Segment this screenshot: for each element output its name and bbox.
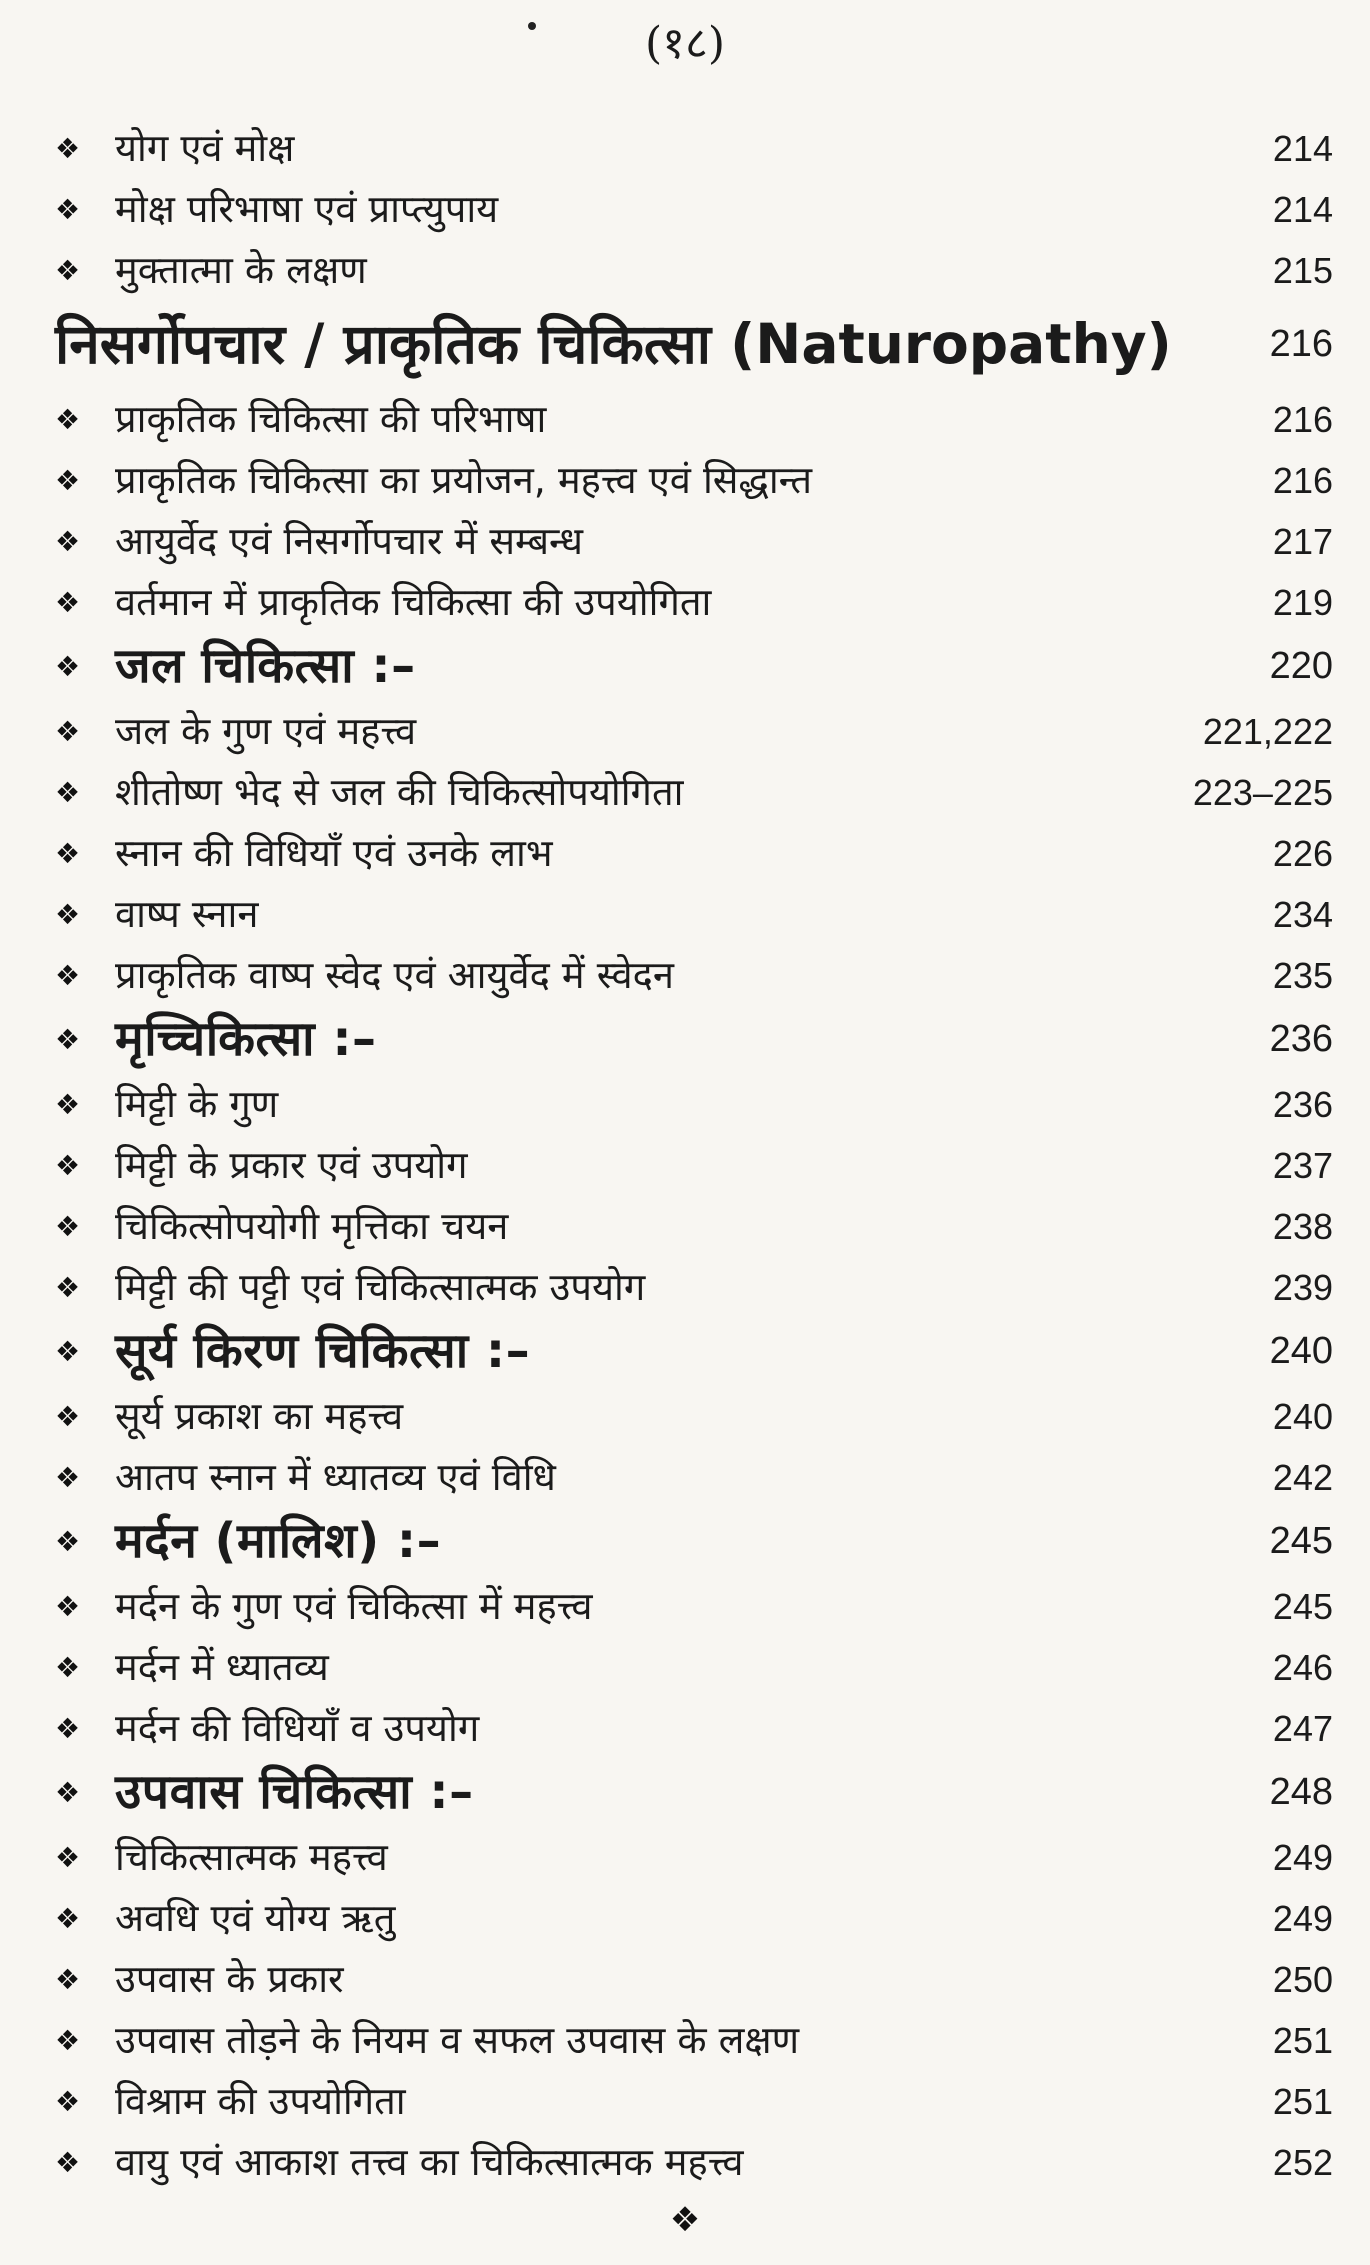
entry-page-number: 216 (1269, 323, 1333, 366)
entry-page-number: 221,222 (1202, 710, 1333, 752)
page-number: (१८) (644, 18, 726, 69)
entry-page-number: 249 (1272, 1836, 1333, 1878)
toc-entry (55, 1135, 1333, 1196)
bullet-diamond-icon: ❖ (55, 1776, 81, 1809)
entry-title: वर्तमान में प्राकृतिक चिकित्सा की उपयोगिता (115, 579, 712, 624)
toc-entry (55, 1196, 1333, 1257)
bullet-diamond-icon: ❖ (55, 1209, 81, 1243)
entry-title: उपवास के प्रकार (115, 1956, 344, 2001)
entry-page-number: 249 (1272, 1897, 1333, 1939)
bullet-diamond-icon: ❖ (55, 775, 81, 809)
entry-title: सूर्य किरण चिकित्सा :– (115, 1323, 531, 1380)
toc-entry (55, 572, 1333, 633)
toc-entry (55, 179, 1333, 240)
entry-title: निसर्गोपचार / प्राकृतिक चिकित्सा (Naturopathy) (55, 312, 1172, 377)
toc-entry (55, 945, 1333, 1006)
toc-entry (55, 1698, 1333, 1759)
bullet-diamond-icon: ❖ (55, 192, 81, 226)
bullet-diamond-icon: ❖ (55, 958, 81, 992)
bullet-diamond-icon: ❖ (55, 524, 81, 558)
entry-page-number: 234 (1272, 893, 1333, 935)
toc-entry (55, 1827, 1333, 1888)
entry-title: अवधि एवं योग्य ऋतु (115, 1895, 396, 1940)
toc-section-heading (55, 1006, 1333, 1074)
entry-title: मिट्टी के प्रकार एवं उपयोग (115, 1142, 468, 1187)
bullet-diamond-icon: ❖ (55, 253, 81, 287)
bullet-diamond-icon: ❖ (55, 1023, 81, 1056)
bullet-diamond-icon: ❖ (55, 1525, 81, 1558)
entry-page-number: 245 (1272, 1585, 1333, 1627)
entry-page-number: 242 (1272, 1456, 1333, 1498)
bullet-diamond-icon: ❖ (55, 585, 81, 619)
entry-page-number: 220 (1269, 645, 1333, 688)
entry-title: उपवास तोड़ने के नियम व सफल उपवास के लक्षण (115, 2017, 800, 2062)
entry-title: मर्दन (मालिश) :– (115, 1513, 442, 1570)
entry-page-number: 240 (1269, 1330, 1333, 1373)
toc-entry (55, 1949, 1333, 2010)
bullet-diamond-icon: ❖ (55, 1087, 81, 1121)
entry-title: मर्दन में ध्यातव्य (115, 1644, 329, 1689)
bullet-diamond-icon: ❖ (55, 463, 81, 497)
toc-major-heading (55, 301, 1333, 389)
toc-entry (55, 118, 1333, 179)
entry-page-number: 247 (1272, 1707, 1333, 1749)
entry-title: चिकित्सोपयोगी मृत्तिका चयन (115, 1203, 509, 1248)
entry-title: चिकित्सात्मक महत्त्व (115, 1834, 388, 1879)
entry-page-number: 226 (1272, 832, 1333, 874)
entry-page-number: 214 (1272, 127, 1333, 169)
bullet-diamond-icon: ❖ (55, 402, 81, 436)
entry-title: वाष्प स्नान (115, 891, 259, 936)
toc-entry (55, 2132, 1333, 2193)
entry-page-number: 215 (1272, 249, 1333, 291)
toc-entry (55, 1576, 1333, 1637)
toc-entry (55, 511, 1333, 572)
toc-section-heading (55, 1759, 1333, 1827)
toc-entry (55, 240, 1333, 301)
entry-page-number: 248 (1269, 1771, 1333, 1814)
entry-page-number: 216 (1272, 459, 1333, 501)
footer-ornament: ❖ (669, 2200, 701, 2240)
entry-page-number: 251 (1272, 2019, 1333, 2061)
bullet-diamond-icon: ❖ (55, 131, 81, 165)
entry-title: मर्दन की विधियाँ व उपयोग (115, 1705, 480, 1750)
entry-page-number: 219 (1272, 581, 1333, 623)
toc-entry (55, 1888, 1333, 1949)
entry-title: मिट्टी की पट्टी एवं चिकित्सात्मक उपयोग (115, 1264, 646, 1309)
bullet-diamond-icon: ❖ (55, 1270, 81, 1304)
bullet-diamond-icon: ❖ (55, 1901, 81, 1935)
entry-page-number: 238 (1272, 1205, 1333, 1247)
bullet-diamond-icon: ❖ (55, 2145, 81, 2179)
bullet-diamond-icon: ❖ (55, 1650, 81, 1684)
bullet-diamond-icon: ❖ (55, 1962, 81, 1996)
entry-page-number: 237 (1272, 1144, 1333, 1186)
toc-entry (55, 1257, 1333, 1318)
entry-title: शीतोष्ण भेद से जल की चिकित्सोपयोगिता (115, 769, 684, 814)
bullet-diamond-icon: ❖ (55, 1589, 81, 1623)
toc-entry (55, 2010, 1333, 2071)
entry-page-number: 252 (1272, 2141, 1333, 2183)
table-of-contents (55, 118, 1333, 2193)
entry-page-number: 236 (1269, 1018, 1333, 1061)
toc-section-heading (55, 1318, 1333, 1386)
toc-entry (55, 823, 1333, 884)
entry-title: स्नान की विधियाँ एवं उनके लाभ (115, 830, 553, 875)
toc-entry (55, 1637, 1333, 1698)
entry-page-number: 216 (1272, 398, 1333, 440)
bullet-diamond-icon: ❖ (55, 1840, 81, 1874)
entry-page-number: 235 (1272, 954, 1333, 996)
bullet-diamond-icon: ❖ (55, 1460, 81, 1494)
entry-page-number: 240 (1272, 1395, 1333, 1437)
entry-title: योग एवं मोक्ष (115, 125, 295, 170)
entry-page-number: 239 (1272, 1266, 1333, 1308)
toc-entry (55, 884, 1333, 945)
bullet-diamond-icon: ❖ (55, 714, 81, 748)
toc-entry (55, 389, 1333, 450)
entry-title: मर्दन के गुण एवं चिकित्सा में महत्त्व (115, 1583, 593, 1628)
entry-title: जल के गुण एवं महत्त्व (115, 708, 417, 753)
entry-title: जल चिकित्सा :– (115, 638, 416, 695)
entry-title: आयुर्वेद एवं निसर्गोपचार में सम्बन्ध (115, 518, 583, 563)
bullet-diamond-icon: ❖ (55, 897, 81, 931)
entry-page-number: 214 (1272, 188, 1333, 230)
entry-title: उपवास चिकित्सा :– (115, 1764, 474, 1821)
entry-title: आतप स्नान में ध्यातव्य एवं विधि (115, 1454, 556, 1499)
bullet-diamond-icon: ❖ (55, 650, 81, 683)
toc-section-heading (55, 1508, 1333, 1576)
toc-entry (55, 1386, 1333, 1447)
entry-title: वायु एवं आकाश तत्त्व का चिकित्सात्मक महत्त्व (115, 2139, 744, 2184)
entry-page-number: 246 (1272, 1646, 1333, 1688)
entry-page-number: 217 (1272, 520, 1333, 562)
bullet-diamond-icon: ❖ (55, 1399, 81, 1433)
entry-title: विश्राम की उपयोगिता (115, 2078, 406, 2123)
toc-entry (55, 701, 1333, 762)
entry-page-number: 245 (1269, 1520, 1333, 1563)
entry-page-number: 223–225 (1192, 771, 1333, 813)
entry-title: मिट्टी के गुण (115, 1081, 279, 1126)
entry-page-number: 250 (1272, 1958, 1333, 2000)
bullet-diamond-icon: ❖ (55, 2084, 81, 2118)
entry-title: प्राकृतिक चिकित्सा की परिभाषा (115, 396, 547, 441)
entry-title: मृच्चिकित्सा :– (115, 1011, 377, 1068)
toc-section-heading (55, 633, 1333, 701)
bullet-diamond-icon: ❖ (55, 2023, 81, 2057)
entry-page-number: 236 (1272, 1083, 1333, 1125)
entry-title: मोक्ष परिभाषा एवं प्राप्त्युपाय (115, 186, 499, 231)
entry-title: सूर्य प्रकाश का महत्त्व (115, 1393, 404, 1438)
entry-page-number: 251 (1272, 2080, 1333, 2122)
toc-entry (55, 762, 1333, 823)
entry-title: मुक्तात्मा के लक्षण (115, 247, 367, 292)
bullet-diamond-icon: ❖ (55, 1335, 81, 1368)
entry-title: प्राकृतिक चिकित्सा का प्रयोजन, महत्त्व एवं सिद्धान्त (115, 457, 813, 502)
bullet-diamond-icon: ❖ (55, 1148, 81, 1182)
bullet-diamond-icon: ❖ (55, 1711, 81, 1745)
toc-entry (55, 1074, 1333, 1135)
toc-entry (55, 2071, 1333, 2132)
entry-title: प्राकृतिक वाष्प स्वेद एवं आयुर्वेद में स्वेदन (115, 952, 674, 997)
toc-entry (55, 450, 1333, 511)
toc-entry (55, 1447, 1333, 1508)
bullet-diamond-icon: ❖ (55, 836, 81, 870)
